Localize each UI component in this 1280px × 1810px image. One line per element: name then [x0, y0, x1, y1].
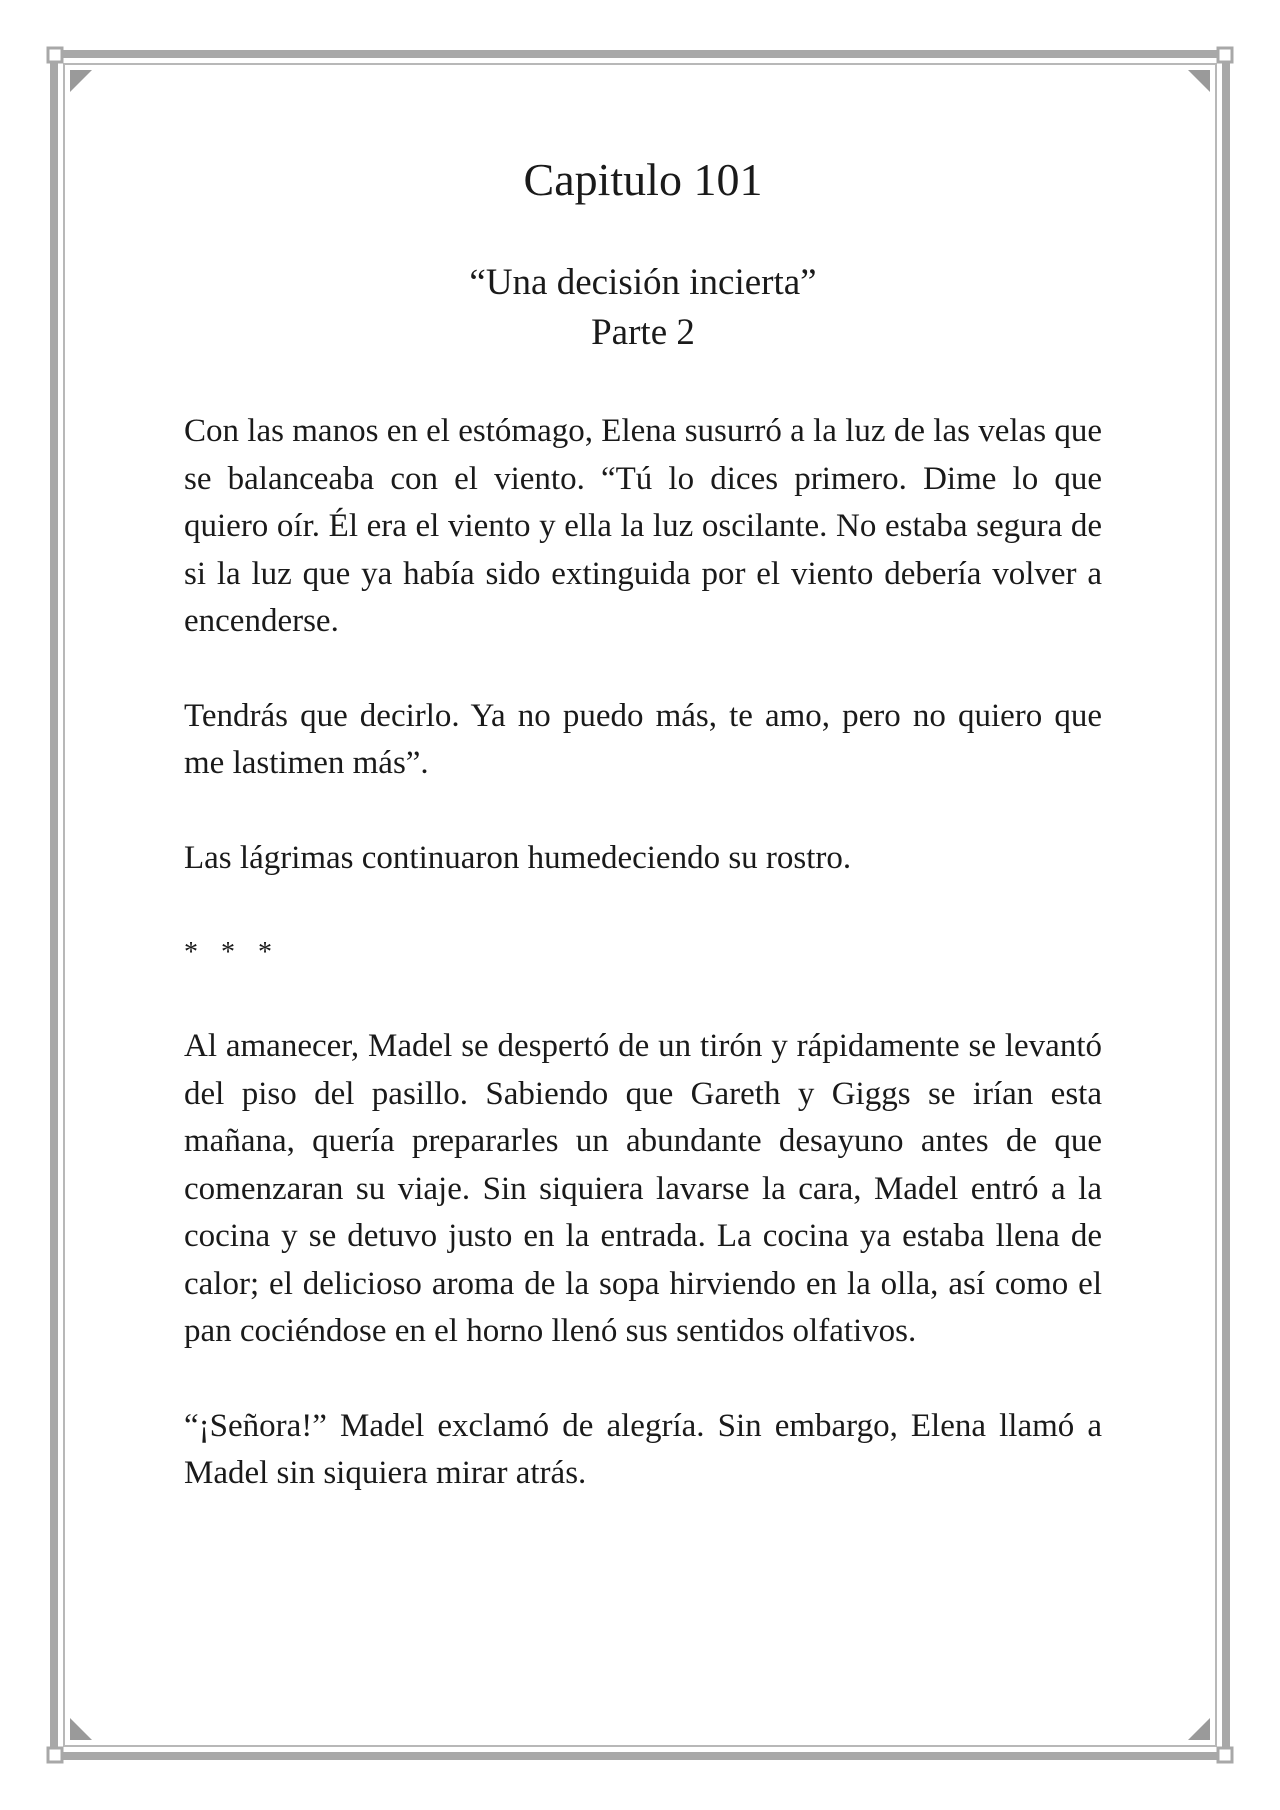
scene-separator: * * *: [184, 937, 280, 968]
chapter-subtitle: [184, 258, 1102, 358]
paragraph: Las lágrimas continuaron humedeciendo su rostro.: [184, 839, 852, 876]
paragraph: Al amanecer, Madel se despertó de un tirón y rápidamente se levantó del piso del pasillo. Sabiendo que Gareth y Giggs se irían esta mañana, quería prepararles un abundante desayuno antes de que comenzaran su viaje. Sin siquiera lavarse la cara, Madel entró a la cocina y se detuvo justo en la entrada. La cocina ya estaba llena de calor; el delicioso aroma de la sopa hirviendo en la olla, así como el pan cociéndose en el horno llenó sus sentidos olfativos.: [184, 1028, 1102, 1349]
subtitle-line-2: Parte 2: [591, 312, 695, 353]
paragraph: Con las manos en el estómago, Elena susurró a la luz de las velas que se balanceaba con el viento. “Tú lo dices primero. Dime lo que quiero oír. Él era el viento y ella la luz oscilante. No estaba segura de si la luz que ya había sido extinguida por el viento debería volver a encenderse.: [184, 413, 1102, 639]
paragraph: “¡Señora!” Madel exclamó de alegría. Sin embargo, Elena llamó a Madel sin siquiera mirar atrás.: [184, 1407, 1102, 1491]
page-content: [184, 150, 1102, 1545]
subtitle-line-1: “Una decisión incierta”: [469, 262, 817, 303]
chapter-title: Capitulo 101: [523, 154, 763, 205]
paragraph: Tendrás que decirlo. Ya no puedo más, te amo, pero no quiero que me lastimen más”.: [184, 697, 1102, 781]
